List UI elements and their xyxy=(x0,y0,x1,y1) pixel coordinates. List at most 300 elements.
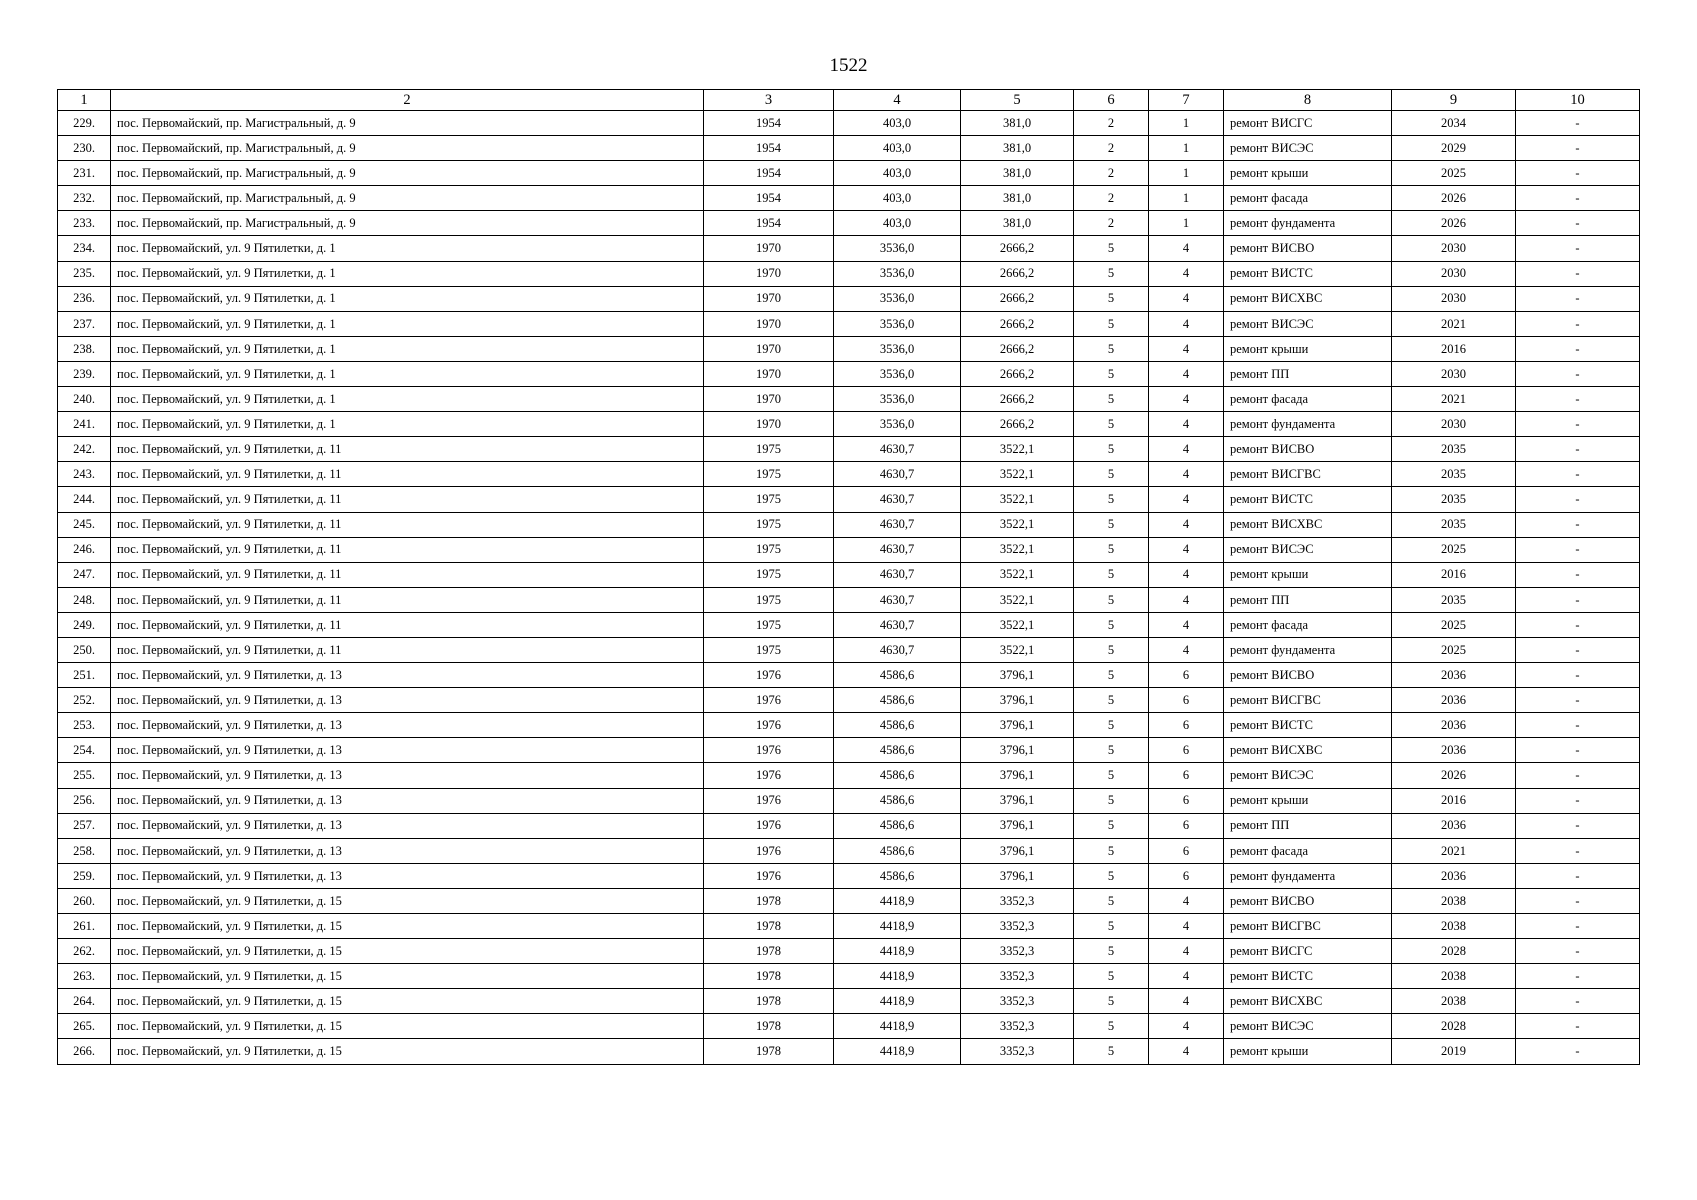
cell-living-area: 3522,1 xyxy=(961,487,1074,512)
cell-planned-year: 2038 xyxy=(1392,888,1516,913)
cell-planned-year: 2021 xyxy=(1392,311,1516,336)
table-row xyxy=(58,412,1640,437)
cell-total-area: 4630,7 xyxy=(834,637,961,662)
cell-total-area: 4630,7 xyxy=(834,562,961,587)
cell-total-area: 3536,0 xyxy=(834,412,961,437)
cell-planned-year: 2035 xyxy=(1392,512,1516,537)
cell-note: - xyxy=(1516,663,1640,688)
cell-entrances: 4 xyxy=(1149,914,1224,939)
cell-year-built: 1975 xyxy=(704,637,834,662)
cell-work-type: ремонт ВИСГВС xyxy=(1224,914,1392,939)
cell-total-area: 4586,6 xyxy=(834,838,961,863)
cell-living-area: 381,0 xyxy=(961,136,1074,161)
cell-floors: 5 xyxy=(1074,914,1149,939)
cell-entrances: 6 xyxy=(1149,738,1224,763)
cell-entrances: 6 xyxy=(1149,863,1224,888)
cell-planned-year: 2016 xyxy=(1392,562,1516,587)
cell-floors: 5 xyxy=(1074,412,1149,437)
cell-year-built: 1954 xyxy=(704,186,834,211)
cell-work-type: ремонт крыши xyxy=(1224,1039,1392,1064)
cell-year-built: 1975 xyxy=(704,462,834,487)
cell-address: пос. Первомайский, ул. 9 Пятилетки, д. 1 xyxy=(111,286,704,311)
cell-floors: 5 xyxy=(1074,888,1149,913)
table-row xyxy=(58,587,1640,612)
cell-address: пос. Первомайский, ул. 9 Пятилетки, д. 1 xyxy=(111,387,704,412)
table-row xyxy=(58,136,1640,161)
cell-planned-year: 2016 xyxy=(1392,788,1516,813)
cell-address: пос. Первомайский, ул. 9 Пятилетки, д. 11 xyxy=(111,512,704,537)
table-row xyxy=(58,888,1640,913)
cell-year-built: 1978 xyxy=(704,989,834,1014)
cell-row-number: 266. xyxy=(58,1039,111,1064)
cell-row-number: 260. xyxy=(58,888,111,913)
cell-total-area: 403,0 xyxy=(834,136,961,161)
cell-note: - xyxy=(1516,336,1640,361)
cell-total-area: 4586,6 xyxy=(834,663,961,688)
cell-note: - xyxy=(1516,462,1640,487)
cell-row-number: 252. xyxy=(58,688,111,713)
cell-address: пос. Первомайский, пр. Магистральный, д. 9 xyxy=(111,211,704,236)
table-row xyxy=(58,914,1640,939)
cell-total-area: 4418,9 xyxy=(834,939,961,964)
cell-address: пос. Первомайский, ул. 9 Пятилетки, д. 11 xyxy=(111,612,704,637)
cell-floors: 5 xyxy=(1074,713,1149,738)
cell-note: - xyxy=(1516,487,1640,512)
column-header: 2 xyxy=(111,90,704,111)
table-row xyxy=(58,537,1640,562)
cell-row-number: 232. xyxy=(58,186,111,211)
cell-entrances: 4 xyxy=(1149,286,1224,311)
cell-total-area: 4630,7 xyxy=(834,612,961,637)
cell-floors: 5 xyxy=(1074,311,1149,336)
cell-floors: 5 xyxy=(1074,286,1149,311)
cell-total-area: 3536,0 xyxy=(834,236,961,261)
table-row xyxy=(58,1039,1640,1064)
cell-entrances: 6 xyxy=(1149,813,1224,838)
cell-row-number: 246. xyxy=(58,537,111,562)
cell-total-area: 403,0 xyxy=(834,211,961,236)
cell-living-area: 381,0 xyxy=(961,211,1074,236)
cell-planned-year: 2021 xyxy=(1392,838,1516,863)
cell-row-number: 235. xyxy=(58,261,111,286)
cell-entrances: 6 xyxy=(1149,688,1224,713)
cell-living-area: 2666,2 xyxy=(961,236,1074,261)
table-row xyxy=(58,387,1640,412)
column-header: 3 xyxy=(704,90,834,111)
cell-year-built: 1978 xyxy=(704,1039,834,1064)
cell-year-built: 1975 xyxy=(704,487,834,512)
cell-note: - xyxy=(1516,361,1640,386)
cell-planned-year: 2036 xyxy=(1392,688,1516,713)
cell-entrances: 4 xyxy=(1149,637,1224,662)
cell-total-area: 403,0 xyxy=(834,111,961,136)
cell-entrances: 4 xyxy=(1149,587,1224,612)
cell-row-number: 245. xyxy=(58,512,111,537)
cell-living-area: 2666,2 xyxy=(961,361,1074,386)
cell-total-area: 4630,7 xyxy=(834,537,961,562)
cell-living-area: 2666,2 xyxy=(961,336,1074,361)
cell-planned-year: 2036 xyxy=(1392,863,1516,888)
cell-note: - xyxy=(1516,964,1640,989)
cell-planned-year: 2035 xyxy=(1392,587,1516,612)
cell-note: - xyxy=(1516,888,1640,913)
cell-total-area: 4630,7 xyxy=(834,487,961,512)
cell-row-number: 238. xyxy=(58,336,111,361)
cell-row-number: 247. xyxy=(58,562,111,587)
cell-year-built: 1976 xyxy=(704,713,834,738)
cell-floors: 5 xyxy=(1074,964,1149,989)
cell-floors: 2 xyxy=(1074,161,1149,186)
cell-note: - xyxy=(1516,713,1640,738)
cell-note: - xyxy=(1516,1014,1640,1039)
cell-floors: 5 xyxy=(1074,838,1149,863)
cell-work-type: ремонт ВИСГВС xyxy=(1224,688,1392,713)
table-row xyxy=(58,763,1640,788)
cell-row-number: 265. xyxy=(58,1014,111,1039)
table-row xyxy=(58,788,1640,813)
cell-planned-year: 2030 xyxy=(1392,286,1516,311)
cell-address: пос. Первомайский, ул. 9 Пятилетки, д. 13 xyxy=(111,738,704,763)
cell-year-built: 1976 xyxy=(704,838,834,863)
cell-floors: 5 xyxy=(1074,1014,1149,1039)
cell-work-type: ремонт ПП xyxy=(1224,361,1392,386)
cell-total-area: 4586,6 xyxy=(834,863,961,888)
cell-entrances: 6 xyxy=(1149,788,1224,813)
cell-work-type: ремонт ВИСГС xyxy=(1224,939,1392,964)
cell-total-area: 3536,0 xyxy=(834,361,961,386)
cell-note: - xyxy=(1516,914,1640,939)
table-row xyxy=(58,663,1640,688)
table-row xyxy=(58,863,1640,888)
cell-work-type: ремонт фундамента xyxy=(1224,211,1392,236)
cell-total-area: 4418,9 xyxy=(834,888,961,913)
cell-floors: 5 xyxy=(1074,261,1149,286)
cell-floors: 2 xyxy=(1074,186,1149,211)
cell-row-number: 236. xyxy=(58,286,111,311)
cell-planned-year: 2025 xyxy=(1392,612,1516,637)
cell-floors: 5 xyxy=(1074,336,1149,361)
cell-planned-year: 2025 xyxy=(1392,161,1516,186)
table-row xyxy=(58,813,1640,838)
table-row xyxy=(58,838,1640,863)
cell-planned-year: 2016 xyxy=(1392,336,1516,361)
cell-planned-year: 2028 xyxy=(1392,1014,1516,1039)
column-header: 10 xyxy=(1516,90,1640,111)
table-row xyxy=(58,562,1640,587)
cell-year-built: 1978 xyxy=(704,939,834,964)
cell-note: - xyxy=(1516,688,1640,713)
cell-year-built: 1954 xyxy=(704,111,834,136)
cell-note: - xyxy=(1516,788,1640,813)
cell-note: - xyxy=(1516,437,1640,462)
cell-entrances: 4 xyxy=(1149,387,1224,412)
cell-row-number: 263. xyxy=(58,964,111,989)
table-body xyxy=(58,111,1640,1065)
cell-work-type: ремонт крыши xyxy=(1224,562,1392,587)
cell-total-area: 4586,6 xyxy=(834,738,961,763)
cell-address: пос. Первомайский, ул. 9 Пятилетки, д. 1 xyxy=(111,412,704,437)
cell-living-area: 3522,1 xyxy=(961,512,1074,537)
cell-living-area: 3796,1 xyxy=(961,738,1074,763)
cell-row-number: 244. xyxy=(58,487,111,512)
cell-living-area: 3352,3 xyxy=(961,888,1074,913)
cell-address: пос. Первомайский, пр. Магистральный, д. 9 xyxy=(111,111,704,136)
cell-entrances: 6 xyxy=(1149,838,1224,863)
table-row xyxy=(58,713,1640,738)
cell-total-area: 4630,7 xyxy=(834,462,961,487)
cell-floors: 2 xyxy=(1074,111,1149,136)
cell-floors: 5 xyxy=(1074,763,1149,788)
cell-entrances: 4 xyxy=(1149,964,1224,989)
cell-planned-year: 2028 xyxy=(1392,939,1516,964)
cell-row-number: 241. xyxy=(58,412,111,437)
cell-total-area: 4586,6 xyxy=(834,688,961,713)
cell-living-area: 2666,2 xyxy=(961,387,1074,412)
cell-floors: 5 xyxy=(1074,361,1149,386)
table-row xyxy=(58,111,1640,136)
page-number: 1522 xyxy=(829,55,868,76)
cell-note: - xyxy=(1516,512,1640,537)
cell-address: пос. Первомайский, ул. 9 Пятилетки, д. 11 xyxy=(111,587,704,612)
cell-total-area: 4630,7 xyxy=(834,587,961,612)
cell-work-type: ремонт фасада xyxy=(1224,387,1392,412)
cell-row-number: 264. xyxy=(58,989,111,1014)
cell-planned-year: 2035 xyxy=(1392,487,1516,512)
cell-living-area: 3522,1 xyxy=(961,587,1074,612)
cell-year-built: 1976 xyxy=(704,663,834,688)
cell-planned-year: 2030 xyxy=(1392,412,1516,437)
cell-note: - xyxy=(1516,261,1640,286)
cell-address: пос. Первомайский, ул. 9 Пятилетки, д. 11 xyxy=(111,562,704,587)
column-header: 5 xyxy=(961,90,1074,111)
cell-total-area: 4418,9 xyxy=(834,1014,961,1039)
cell-entrances: 4 xyxy=(1149,989,1224,1014)
cell-floors: 5 xyxy=(1074,612,1149,637)
cell-work-type: ремонт ВИСХВС xyxy=(1224,512,1392,537)
cell-living-area: 381,0 xyxy=(961,161,1074,186)
cell-note: - xyxy=(1516,738,1640,763)
cell-floors: 5 xyxy=(1074,512,1149,537)
cell-year-built: 1976 xyxy=(704,763,834,788)
cell-total-area: 3536,0 xyxy=(834,336,961,361)
cell-note: - xyxy=(1516,412,1640,437)
cell-floors: 5 xyxy=(1074,562,1149,587)
cell-entrances: 4 xyxy=(1149,236,1224,261)
cell-work-type: ремонт крыши xyxy=(1224,788,1392,813)
cell-row-number: 251. xyxy=(58,663,111,688)
cell-work-type: ремонт фундамента xyxy=(1224,863,1392,888)
cell-floors: 5 xyxy=(1074,462,1149,487)
cell-planned-year: 2035 xyxy=(1392,437,1516,462)
cell-year-built: 1970 xyxy=(704,261,834,286)
table-row xyxy=(58,186,1640,211)
cell-row-number: 256. xyxy=(58,788,111,813)
table-row xyxy=(58,612,1640,637)
cell-living-area: 381,0 xyxy=(961,186,1074,211)
table-row xyxy=(58,311,1640,336)
cell-living-area: 3796,1 xyxy=(961,713,1074,738)
cell-work-type: ремонт ВИСТС xyxy=(1224,487,1392,512)
cell-floors: 5 xyxy=(1074,663,1149,688)
cell-year-built: 1978 xyxy=(704,888,834,913)
cell-address: пос. Первомайский, ул. 9 Пятилетки, д. 11 xyxy=(111,462,704,487)
cell-year-built: 1975 xyxy=(704,612,834,637)
column-header: 8 xyxy=(1224,90,1392,111)
table-row xyxy=(58,437,1640,462)
cell-living-area: 381,0 xyxy=(961,111,1074,136)
cell-note: - xyxy=(1516,537,1640,562)
cell-row-number: 257. xyxy=(58,813,111,838)
cell-address: пос. Первомайский, ул. 9 Пятилетки, д. 15 xyxy=(111,888,704,913)
repair-schedule-table xyxy=(57,89,1640,1065)
cell-planned-year: 2030 xyxy=(1392,261,1516,286)
table-row xyxy=(58,261,1640,286)
cell-address: пос. Первомайский, ул. 9 Пятилетки, д. 15 xyxy=(111,914,704,939)
cell-year-built: 1976 xyxy=(704,688,834,713)
cell-planned-year: 2036 xyxy=(1392,738,1516,763)
cell-note: - xyxy=(1516,763,1640,788)
cell-living-area: 3352,3 xyxy=(961,989,1074,1014)
cell-total-area: 403,0 xyxy=(834,161,961,186)
cell-floors: 5 xyxy=(1074,387,1149,412)
cell-work-type: ремонт крыши xyxy=(1224,161,1392,186)
cell-floors: 5 xyxy=(1074,813,1149,838)
cell-address: пос. Первомайский, ул. 9 Пятилетки, д. 1 xyxy=(111,236,704,261)
cell-row-number: 253. xyxy=(58,713,111,738)
cell-planned-year: 2036 xyxy=(1392,663,1516,688)
cell-entrances: 4 xyxy=(1149,939,1224,964)
table-row xyxy=(58,989,1640,1014)
cell-work-type: ремонт ВИСГС xyxy=(1224,111,1392,136)
cell-living-area: 3352,3 xyxy=(961,964,1074,989)
cell-planned-year: 2025 xyxy=(1392,637,1516,662)
cell-row-number: 229. xyxy=(58,111,111,136)
cell-total-area: 4418,9 xyxy=(834,1039,961,1064)
cell-row-number: 262. xyxy=(58,939,111,964)
table-header-row xyxy=(58,90,1640,111)
cell-total-area: 403,0 xyxy=(834,186,961,211)
cell-entrances: 4 xyxy=(1149,336,1224,361)
cell-work-type: ремонт ВИСХВС xyxy=(1224,738,1392,763)
column-header: 4 xyxy=(834,90,961,111)
cell-planned-year: 2035 xyxy=(1392,462,1516,487)
cell-year-built: 1970 xyxy=(704,336,834,361)
cell-address: пос. Первомайский, ул. 9 Пятилетки, д. 11 xyxy=(111,437,704,462)
cell-row-number: 255. xyxy=(58,763,111,788)
table-row xyxy=(58,336,1640,361)
cell-floors: 5 xyxy=(1074,537,1149,562)
cell-work-type: ремонт ВИСЭС xyxy=(1224,1014,1392,1039)
cell-note: - xyxy=(1516,211,1640,236)
column-header: 6 xyxy=(1074,90,1149,111)
cell-year-built: 1975 xyxy=(704,562,834,587)
cell-living-area: 3796,1 xyxy=(961,688,1074,713)
cell-note: - xyxy=(1516,939,1640,964)
cell-total-area: 4586,6 xyxy=(834,713,961,738)
table-row xyxy=(58,487,1640,512)
cell-note: - xyxy=(1516,311,1640,336)
cell-living-area: 3522,1 xyxy=(961,437,1074,462)
cell-entrances: 4 xyxy=(1149,412,1224,437)
cell-living-area: 2666,2 xyxy=(961,412,1074,437)
cell-living-area: 3796,1 xyxy=(961,813,1074,838)
cell-work-type: ремонт ВИСХВС xyxy=(1224,286,1392,311)
cell-total-area: 3536,0 xyxy=(834,387,961,412)
cell-work-type: ремонт ВИСХВС xyxy=(1224,989,1392,1014)
cell-floors: 5 xyxy=(1074,1039,1149,1064)
cell-entrances: 4 xyxy=(1149,537,1224,562)
cell-year-built: 1978 xyxy=(704,914,834,939)
cell-work-type: ремонт ВИСТС xyxy=(1224,261,1392,286)
table-row xyxy=(58,688,1640,713)
cell-work-type: ремонт ВИСВО xyxy=(1224,663,1392,688)
cell-total-area: 4586,6 xyxy=(834,813,961,838)
cell-living-area: 3352,3 xyxy=(961,914,1074,939)
cell-address: пос. Первомайский, ул. 9 Пятилетки, д. 13 xyxy=(111,763,704,788)
cell-floors: 2 xyxy=(1074,211,1149,236)
cell-row-number: 248. xyxy=(58,587,111,612)
cell-floors: 5 xyxy=(1074,688,1149,713)
table-row xyxy=(58,939,1640,964)
cell-total-area: 3536,0 xyxy=(834,261,961,286)
cell-address: пос. Первомайский, пр. Магистральный, д. 9 xyxy=(111,161,704,186)
cell-living-area: 3352,3 xyxy=(961,1039,1074,1064)
cell-entrances: 4 xyxy=(1149,311,1224,336)
table-row xyxy=(58,462,1640,487)
cell-entrances: 1 xyxy=(1149,211,1224,236)
cell-address: пос. Первомайский, ул. 9 Пятилетки, д. 11 xyxy=(111,637,704,662)
cell-floors: 5 xyxy=(1074,863,1149,888)
cell-living-area: 2666,2 xyxy=(961,261,1074,286)
column-header: 7 xyxy=(1149,90,1224,111)
cell-work-type: ремонт ВИСВО xyxy=(1224,888,1392,913)
cell-address: пос. Первомайский, ул. 9 Пятилетки, д. 13 xyxy=(111,713,704,738)
cell-year-built: 1970 xyxy=(704,286,834,311)
cell-year-built: 1978 xyxy=(704,964,834,989)
cell-year-built: 1970 xyxy=(704,361,834,386)
cell-living-area: 3796,1 xyxy=(961,663,1074,688)
cell-total-area: 4418,9 xyxy=(834,914,961,939)
cell-address: пос. Первомайский, ул. 9 Пятилетки, д. 1 xyxy=(111,361,704,386)
cell-entrances: 4 xyxy=(1149,1039,1224,1064)
cell-entrances: 1 xyxy=(1149,161,1224,186)
cell-row-number: 249. xyxy=(58,612,111,637)
cell-planned-year: 2030 xyxy=(1392,236,1516,261)
cell-work-type: ремонт фасада xyxy=(1224,612,1392,637)
cell-entrances: 1 xyxy=(1149,186,1224,211)
cell-address: пос. Первомайский, пр. Магистральный, д. 9 xyxy=(111,136,704,161)
cell-row-number: 233. xyxy=(58,211,111,236)
cell-total-area: 4586,6 xyxy=(834,788,961,813)
cell-work-type: ремонт фундамента xyxy=(1224,637,1392,662)
cell-total-area: 4630,7 xyxy=(834,512,961,537)
cell-planned-year: 2038 xyxy=(1392,989,1516,1014)
cell-address: пос. Первомайский, ул. 9 Пятилетки, д. 11 xyxy=(111,537,704,562)
cell-row-number: 234. xyxy=(58,236,111,261)
cell-planned-year: 2019 xyxy=(1392,1039,1516,1064)
cell-living-area: 3796,1 xyxy=(961,763,1074,788)
cell-entrances: 4 xyxy=(1149,512,1224,537)
cell-living-area: 3522,1 xyxy=(961,612,1074,637)
cell-entrances: 6 xyxy=(1149,663,1224,688)
cell-entrances: 1 xyxy=(1149,111,1224,136)
table-row xyxy=(58,964,1640,989)
cell-entrances: 6 xyxy=(1149,763,1224,788)
cell-planned-year: 2026 xyxy=(1392,186,1516,211)
cell-planned-year: 2026 xyxy=(1392,763,1516,788)
cell-year-built: 1954 xyxy=(704,161,834,186)
cell-floors: 5 xyxy=(1074,487,1149,512)
